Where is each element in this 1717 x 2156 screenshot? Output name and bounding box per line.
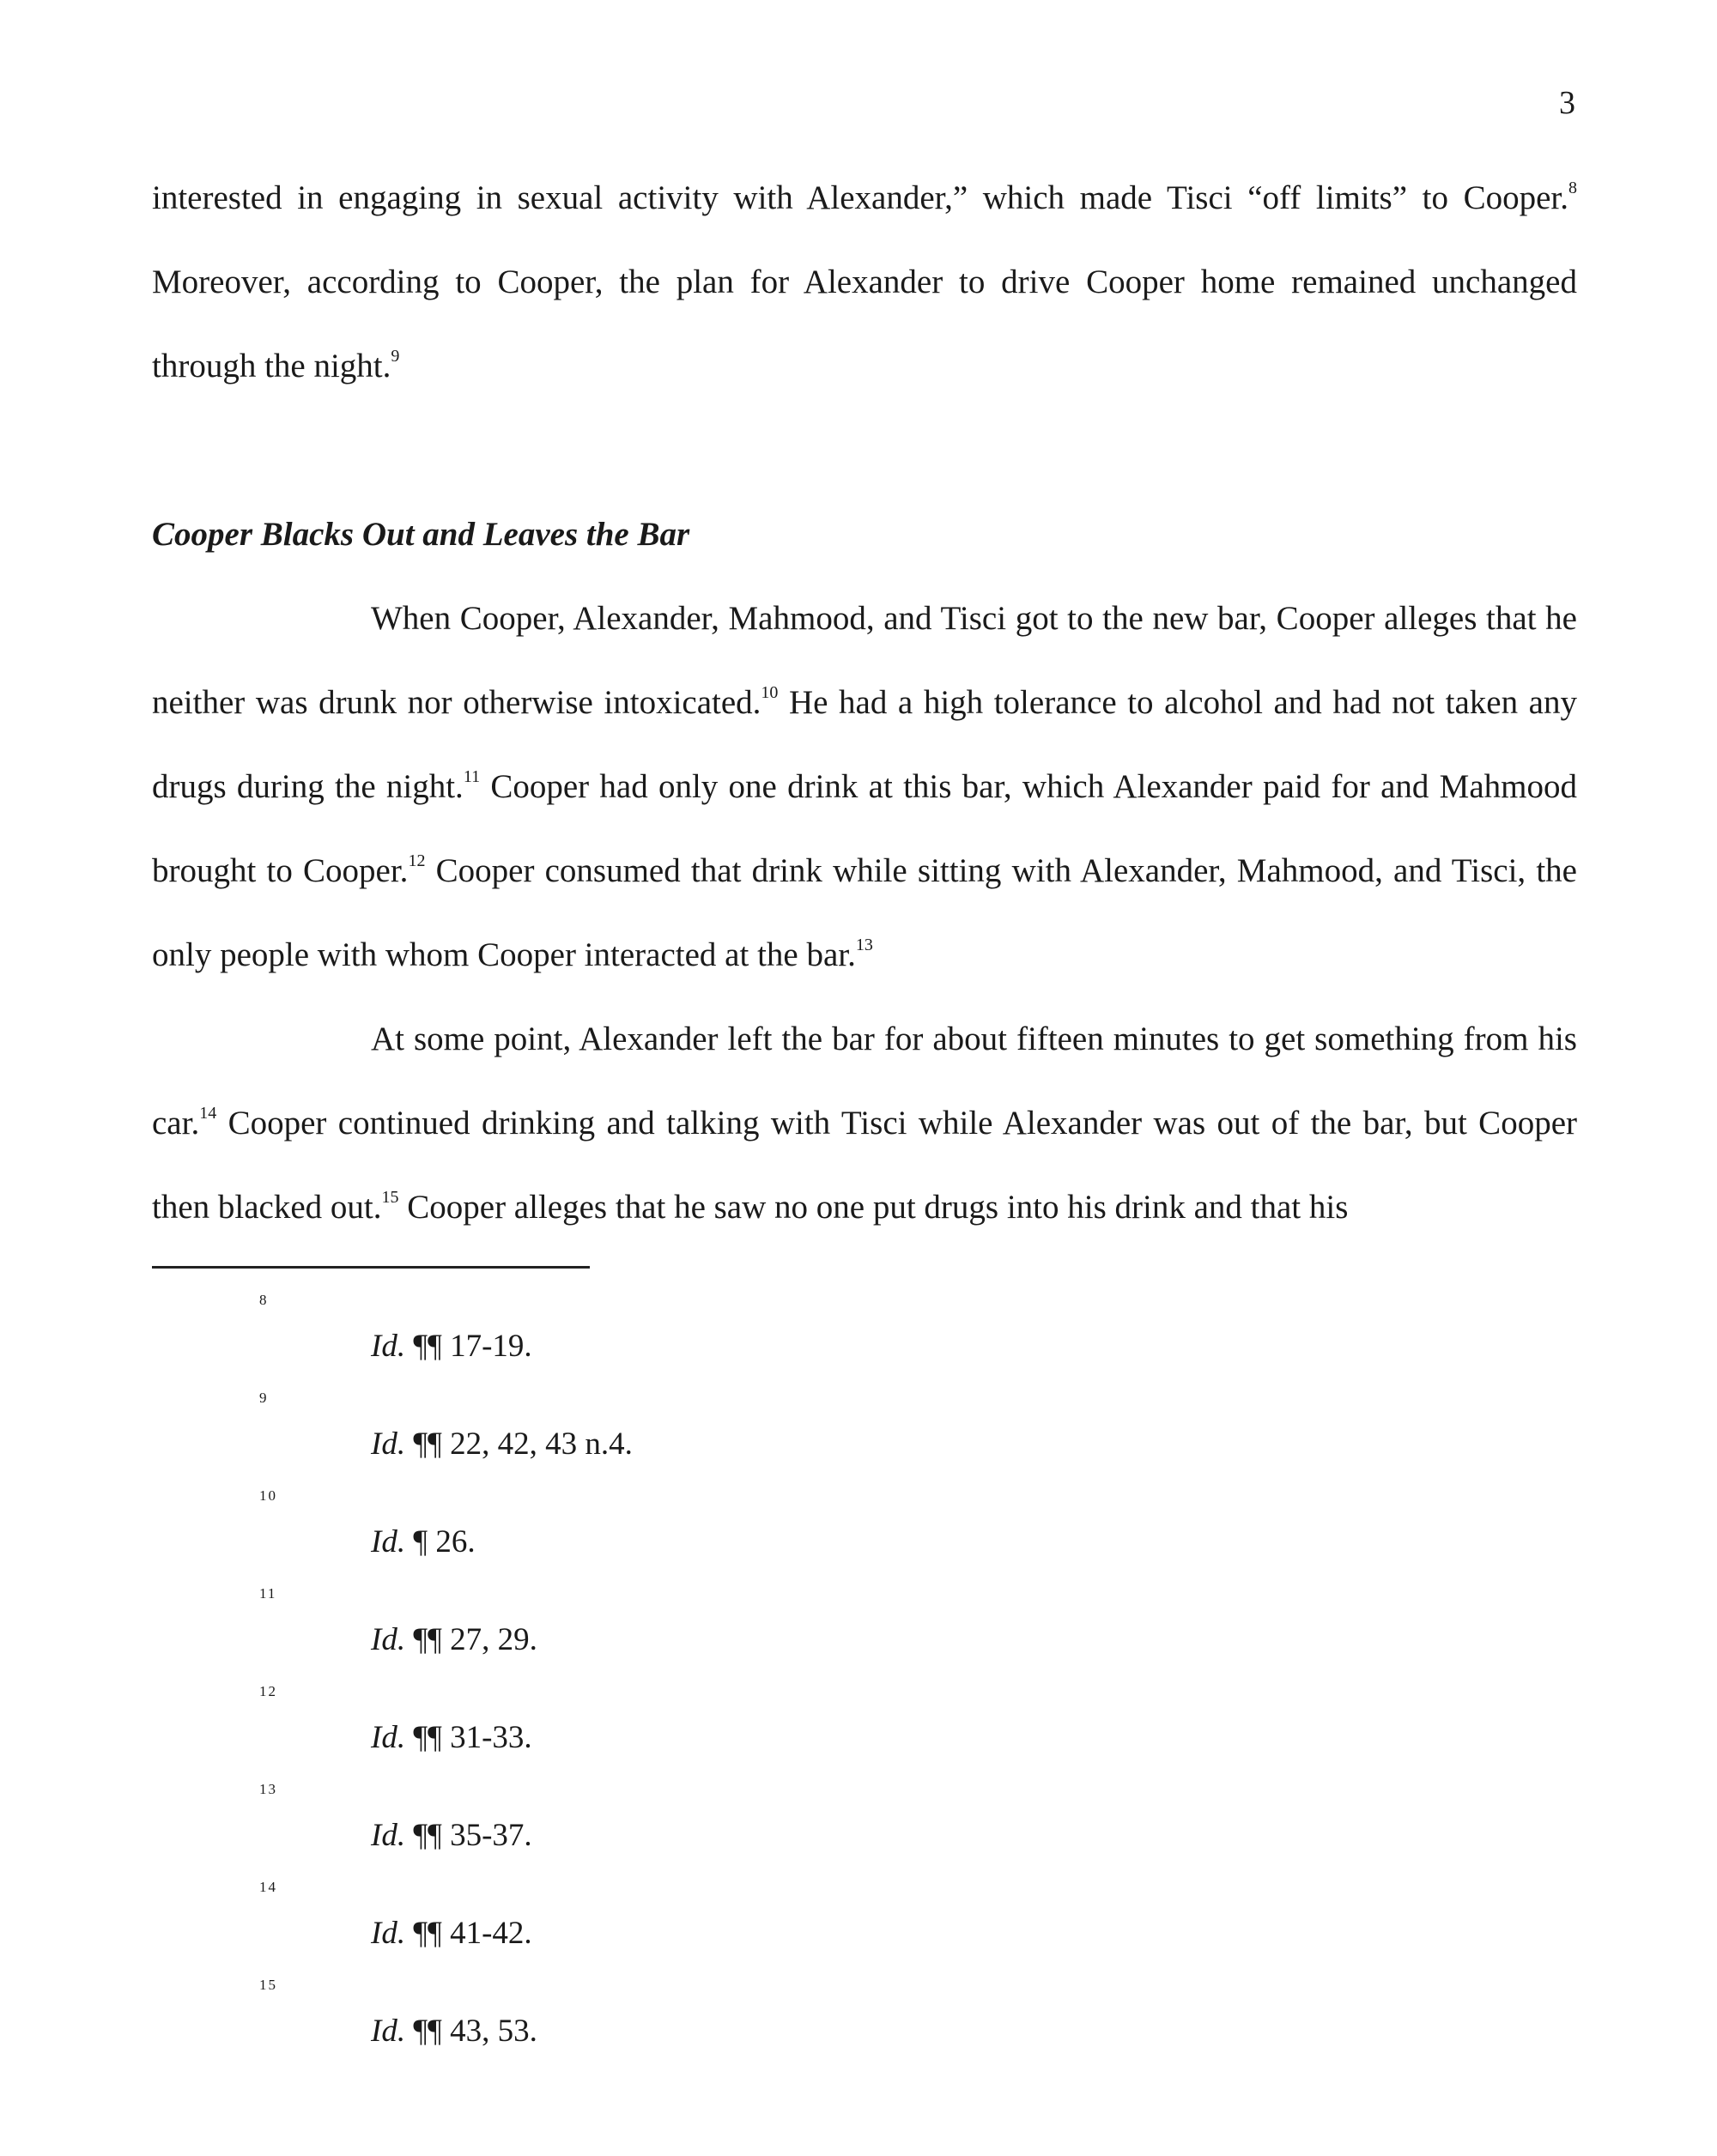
footnote-ref[interactable]: 9 xyxy=(391,347,400,366)
footnote-divider xyxy=(152,1266,590,1269)
body-text xyxy=(152,156,1577,1250)
footnote-mark: 15 xyxy=(259,1977,277,1993)
footnote-10 xyxy=(0,1487,1717,1585)
footnote-ref[interactable]: 14 xyxy=(199,1104,217,1123)
footnote-9 xyxy=(0,1390,1717,1487)
footnote-text xyxy=(371,1621,537,1658)
footnote-text xyxy=(371,1719,532,1756)
paragraph-text: interested in engaging in sexual activity with Alexander,” which made Tisci “off limits” to Cooper. xyxy=(152,179,1568,216)
page-number: 3 xyxy=(1559,85,1575,121)
footnote-mark: 13 xyxy=(259,1781,277,1797)
footnote-ref[interactable]: 12 xyxy=(408,851,426,870)
footnote-ref[interactable]: 11 xyxy=(463,767,481,786)
footnote-text xyxy=(371,1426,633,1463)
footnote-ref[interactable]: 10 xyxy=(761,683,779,702)
paragraph-text: Cooper alleges that he saw no one put drugs into his drink and that his xyxy=(398,1189,1349,1226)
footnote-id: Id. xyxy=(371,1426,406,1462)
footnote-8 xyxy=(0,1292,1717,1390)
footnote-mark: 14 xyxy=(259,1879,277,1895)
footnotes xyxy=(0,1292,1717,2074)
footnote-ref[interactable]: 8 xyxy=(1568,179,1577,197)
footnote-ref-text: ¶¶ 27, 29. xyxy=(405,1622,537,1657)
footnote-ref-text: ¶¶ 31-33. xyxy=(405,1720,532,1755)
paragraph-3 xyxy=(152,997,1577,1250)
footnote-13 xyxy=(0,1781,1717,1879)
footnote-12 xyxy=(0,1683,1717,1781)
footnote-text xyxy=(371,1328,532,1365)
footnote-id: Id. xyxy=(371,1524,406,1559)
footnote-14 xyxy=(0,1879,1717,1977)
paragraph-text: When Cooper, Alexander, Mahmood, and Tisci got to the new bar, Cooper alleges that he neither was drunk nor otherwise intoxicated. xyxy=(152,600,1577,721)
footnote-mark: 8 xyxy=(259,1292,269,1308)
footnote-id: Id. xyxy=(371,1329,406,1364)
footnote-ref-text: ¶ 26. xyxy=(405,1524,476,1559)
footnote-ref-text: ¶¶ 17-19. xyxy=(405,1329,532,1364)
paragraph-text: Cooper continued drinking and talking with Tisci while Alexander was out of the bar, but Cooper then blacked out. xyxy=(152,1105,1577,1226)
footnote-15 xyxy=(0,1977,1717,2074)
footnote-mark: 9 xyxy=(259,1390,269,1406)
footnote-id: Id. xyxy=(371,2014,406,2049)
paragraph-text: Cooper had only one drink at this bar, which Alexander paid for and Mahmood brought to Cooper. xyxy=(152,768,1577,889)
footnote-mark: 12 xyxy=(259,1683,277,1699)
footnote-ref-text: ¶¶ 41-42. xyxy=(405,1916,532,1951)
footnote-ref[interactable]: 15 xyxy=(381,1188,399,1207)
paragraph-text: At some point, Alexander left the bar for about fifteen minutes to get something from his car. xyxy=(152,1020,1577,1142)
footnote-id: Id. xyxy=(371,1720,406,1755)
footnote-ref-text: ¶¶ 22, 42, 43 n.4. xyxy=(405,1426,633,1462)
paragraph-1 xyxy=(152,156,1577,409)
paragraph-text: Cooper consumed that drink while sitting with Alexander, Mahmood, and Tisci, the only people with whom Cooper interacted at the bar. xyxy=(152,852,1577,973)
footnote-text xyxy=(371,1817,532,1854)
footnote-text xyxy=(371,2013,537,2050)
footnote-ref[interactable]: 13 xyxy=(855,936,873,954)
section-heading: Cooper Blacks Out and Leaves the Bar xyxy=(152,516,690,553)
paragraph-text: Moreover, according to Cooper, the plan for Alexander to drive Cooper home remained unchanged through the night. xyxy=(152,263,1577,385)
footnote-text xyxy=(371,1523,476,1560)
paragraph-2 xyxy=(152,577,1577,997)
footnote-id: Id. xyxy=(371,1818,406,1853)
footnote-text xyxy=(371,1915,532,1952)
footnote-id: Id. xyxy=(371,1622,406,1657)
footnote-11 xyxy=(0,1585,1717,1683)
footnote-ref-text: ¶¶ 43, 53. xyxy=(405,2014,537,2049)
footnote-mark: 10 xyxy=(259,1487,277,1504)
footnote-id: Id. xyxy=(371,1916,406,1951)
footnote-mark: 11 xyxy=(259,1585,277,1602)
footnote-ref-text: ¶¶ 35-37. xyxy=(405,1818,532,1853)
paragraph-text: He had a high tolerance to alcohol and had not taken any drugs during the night. xyxy=(152,684,1577,805)
